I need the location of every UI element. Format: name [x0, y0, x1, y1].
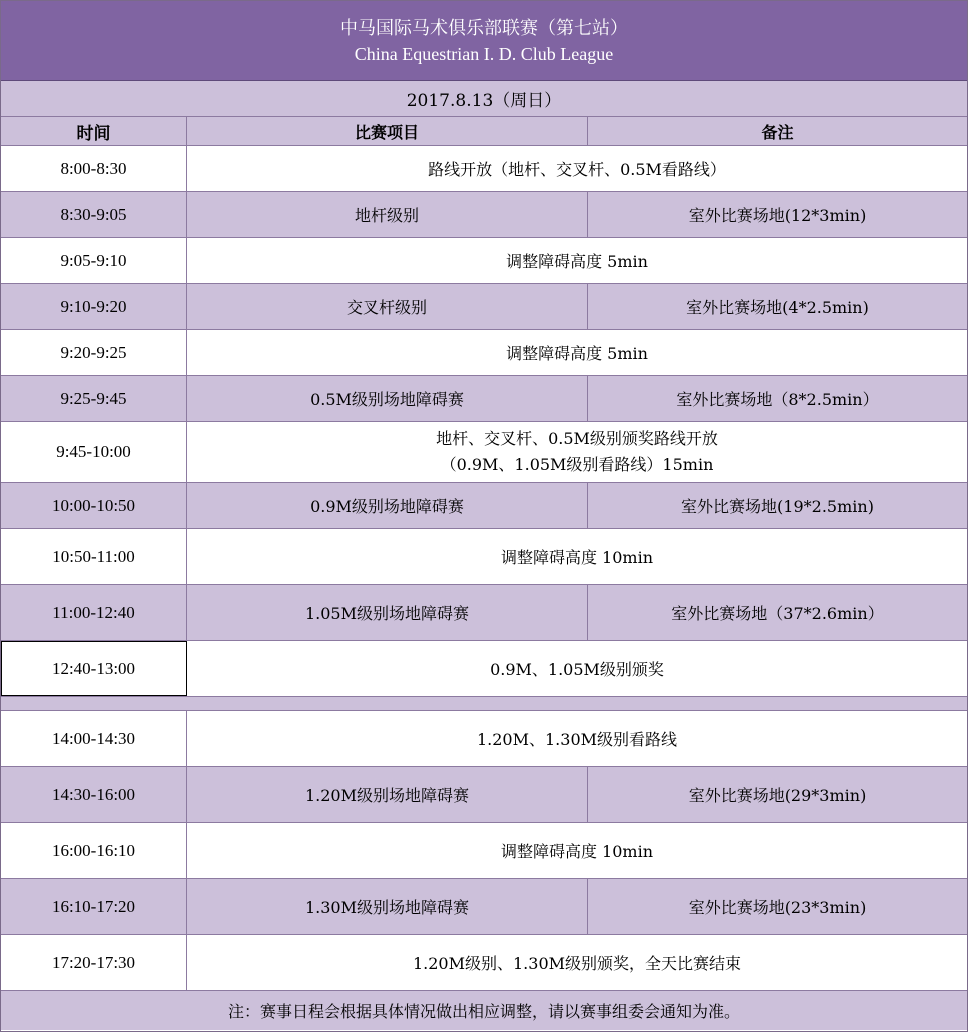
row-span: 调整障碍高度 10min — [500, 842, 654, 861]
row-time: 17:20-17:30 — [1, 935, 187, 990]
header-note: 备注 — [761, 122, 794, 142]
table-row — [1, 330, 967, 376]
row-event: 0.9M级别场地障碍赛 — [187, 483, 588, 528]
table-row — [1, 192, 967, 238]
title-chinese: 中马国际马术俱乐部联赛（第七站） — [340, 17, 628, 39]
row-time: 16:00-16:10 — [1, 823, 187, 878]
table-row — [1, 585, 967, 641]
row-span: 调整障碍高度 5min — [506, 252, 648, 271]
row-event: 1.20M级别场地障碍赛 — [187, 767, 588, 822]
row-span: 1.20M级别、1.30M级别颁奖，全天比赛结束 — [412, 954, 742, 973]
row-span: 0.9M、1.05M级别颁奖 — [490, 660, 664, 679]
header-time: 时间 — [1, 117, 187, 145]
table-row — [1, 711, 967, 767]
row-time: 8:30-9:05 — [1, 192, 187, 237]
row-span: 1.20M、1.30M级别看路线 — [476, 730, 678, 749]
row-event: 1.05M级别场地障碍赛 — [187, 585, 588, 640]
row-note: 室外比赛场地(23*3min) — [688, 898, 867, 917]
row-time: 8:00-8:30 — [1, 146, 187, 191]
row-note: 室外比赛场地(4*2.5min) — [686, 298, 869, 317]
row-note: 室外比赛场地（8*2.5min） — [676, 390, 879, 409]
row-event: 地杆级别 — [187, 192, 588, 237]
row-event: 1.30M级别场地障碍赛 — [187, 879, 588, 934]
title-english: China Equestrian I. D. Club League — [354, 43, 614, 64]
row-event: 交叉杆级别 — [187, 284, 588, 329]
footer-note: 注：赛事日程会根据具体情况做出相应调整，请以赛事组委会通知为准。 — [1, 991, 967, 1030]
table-row — [1, 529, 967, 585]
table-row — [1, 879, 967, 935]
table-row — [1, 823, 967, 879]
row-event: 0.5M级别场地障碍赛 — [187, 376, 588, 421]
row-span — [187, 422, 967, 482]
table-row — [1, 376, 967, 422]
row-span: 调整障碍高度 5min — [506, 344, 648, 363]
header-event: 比赛项目 — [187, 117, 588, 145]
header-row — [1, 117, 967, 146]
table-row — [1, 483, 967, 529]
row-time: 9:20-9:25 — [1, 330, 187, 375]
row-time: 11:00-12:40 — [1, 585, 187, 640]
row-time: 10:00-10:50 — [1, 483, 187, 528]
row-span-line1: 地杆、交叉杆、0.5M级别颁奖路线开放 — [436, 429, 718, 448]
table-row — [1, 422, 967, 483]
table-row — [1, 146, 967, 192]
row-time: 12:40-13:00 — [1, 641, 187, 696]
row-span-line2: （0.9M、1.05M级别看路线）15min — [440, 455, 714, 474]
row-time: 14:00-14:30 — [1, 711, 187, 766]
row-time: 9:45-10:00 — [1, 422, 187, 482]
table-row — [1, 767, 967, 823]
row-span: 调整障碍高度 10min — [500, 548, 654, 567]
table-row — [1, 284, 967, 330]
row-span: 路线开放（地杆、交叉杆、0.5M看路线） — [428, 160, 726, 179]
row-note: 室外比赛场地(12*3min) — [688, 206, 867, 225]
row-time: 16:10-17:20 — [1, 879, 187, 934]
lunch-gap-row — [1, 697, 967, 711]
row-note: 室外比赛场地(29*3min) — [688, 786, 867, 805]
row-time: 9:25-9:45 — [1, 376, 187, 421]
title-banner — [1, 1, 967, 81]
row-time: 10:50-11:00 — [1, 529, 187, 584]
date-row: 2017.8.13（周日） — [1, 81, 967, 117]
row-time: 9:10-9:20 — [1, 284, 187, 329]
row-note: 室外比赛场地（37*2.6min） — [671, 604, 884, 623]
table-row — [1, 935, 967, 991]
table-row — [1, 238, 967, 284]
table-row — [1, 641, 967, 697]
row-time: 9:05-9:10 — [1, 238, 187, 283]
row-note: 室外比赛场地(19*2.5min) — [681, 497, 874, 516]
row-time: 14:30-16:00 — [1, 767, 187, 822]
